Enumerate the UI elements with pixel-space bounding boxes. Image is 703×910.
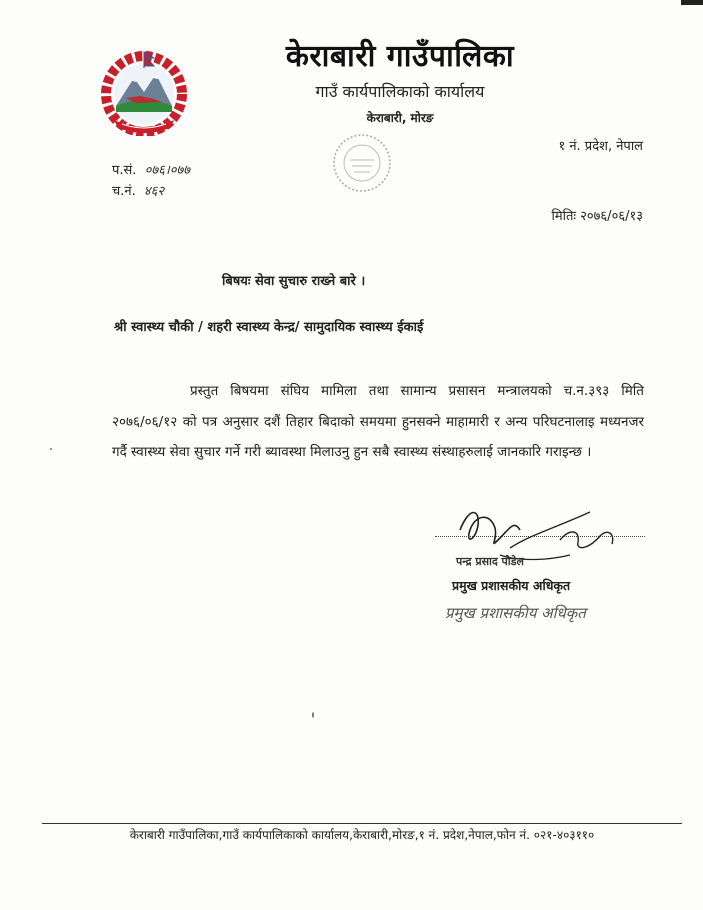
letter-recipient: श्री स्वास्थ्य चौकी / शहरी स्वास्थ्य केन्द्र/ सामुदायिक स्वास्थ्य ईकाई (114, 320, 424, 335)
reference-ps (112, 160, 190, 178)
cn-value: ४६२ (143, 184, 165, 199)
ps-value: ०७६।०७७ (144, 163, 191, 178)
letter-body: प्रस्तुत बिषयमा संघिय मामिला तथा सामान्य प्रसासन मन्त्रालयको च.न.३९३ मिति २०७६/०६/१२ को पत्र अनुसार दशैं तिहार बिदाको समयमा हुनसक्ने माहामारी र अन्य परिघटनालाइ मध्यनजर गर्दै स्वास्थ्य सेवा सुचार गर्ने गरी ब्यावस्था मिलाउनु हुन सबै स्वास्थ्य संस्थाहरुलाई जानकारि गराइन्छ । (112, 383, 644, 460)
nepal-emblem-logo (96, 46, 192, 136)
office-stamp (322, 128, 402, 198)
signatory-designation: प्रमुख प्रशासकीय अधिकृत (452, 578, 571, 593)
office-place: केराबारी, मोरङ (366, 111, 434, 125)
scan-speck (50, 448, 52, 450)
office-subtitle: गाउँ कार्यपालिकाको कार्यालय (315, 82, 485, 101)
footer-rule (42, 823, 682, 824)
cn-label: च.नं. (112, 184, 136, 199)
footer-address: केराबारी गाउँपालिका,गाउँ कार्यपालिकाको कार्यालय,केराबारी,मोरङ,१ नं. प्रदेश,नेपाल,फोन नं. ०२१-४०३११० (129, 828, 595, 842)
scan-corner-mark (681, 0, 703, 5)
province-label: १ नं. प्रदेश, नेपाल (558, 139, 643, 154)
office-title: केराबारी गाउँपालिका (285, 39, 515, 74)
letter-subject: बिषयः सेवा सुचारु राख्ने बारे । (222, 274, 366, 289)
ps-label: प.सं. (112, 163, 137, 178)
handwritten-designation-stamp: प्रमुख प्रशासकीय अधिकृत (445, 604, 586, 622)
signature-line (435, 536, 645, 537)
letter-date: मितिः २०७६/०६/१३ (551, 209, 643, 224)
signatory-name: पन्द्र प्रसाद पौडेल (456, 555, 524, 568)
scan-speck (312, 712, 314, 718)
reference-cn (112, 181, 164, 199)
